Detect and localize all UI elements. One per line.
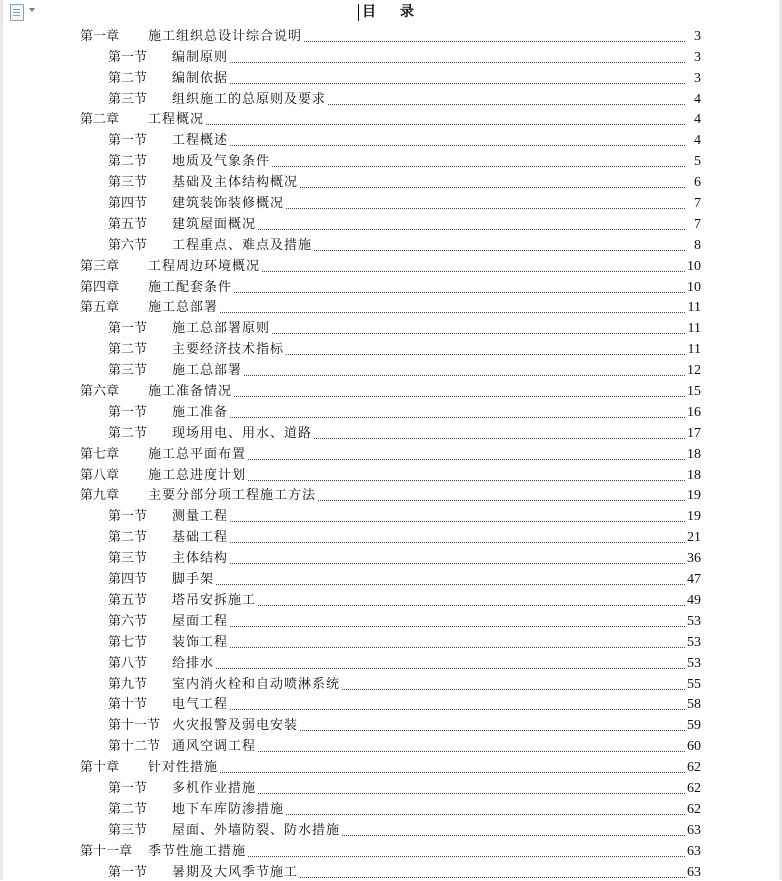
toc-entry-label — [108, 363, 242, 379]
toc-entry-text: 室内消火栓和自动喷淋系统 — [172, 676, 341, 692]
toc-entry-label — [80, 468, 246, 484]
toc-section-entry[interactable] — [80, 797, 701, 818]
toc-page-number: 4 — [694, 133, 701, 149]
toc-chapter-entry[interactable] — [80, 379, 701, 400]
toc-title: 目录 — [362, 4, 438, 20]
toc-entry-number: 第三节 — [108, 363, 148, 379]
toc-dot-leader — [258, 605, 685, 606]
toc-page-number: 10 — [687, 279, 701, 295]
toc-dot-leader — [300, 187, 685, 188]
toc-page-number: 53 — [687, 634, 701, 650]
toc-chapter-entry[interactable] — [80, 24, 701, 45]
toc-section-entry[interactable] — [80, 734, 701, 755]
toc-entry-text: 屋面工程 — [172, 613, 229, 629]
toc-entry-number: 第三节 — [108, 822, 148, 838]
toc-dot-leader — [286, 814, 685, 815]
toc-dot-leader — [286, 354, 685, 355]
toc-page-number: 11 — [687, 300, 701, 316]
toc-dot-leader — [300, 877, 685, 878]
toc-entry-label — [108, 593, 256, 609]
toc-entry-label — [80, 29, 302, 45]
toc-entry-label — [108, 509, 228, 525]
toc-entry-label — [108, 217, 256, 233]
toc-entry-number: 第五节 — [108, 216, 148, 232]
toc-entry-label — [108, 781, 256, 797]
toc-entry-number: 第四节 — [108, 196, 148, 212]
toc-page-number: 10 — [687, 258, 701, 274]
toc-entry-text: 工程概况 — [148, 112, 205, 128]
toc-section-entry[interactable] — [80, 609, 701, 630]
toc-page-number: 3 — [694, 49, 701, 65]
toc-dot-leader — [318, 500, 685, 501]
toc-section-entry[interactable] — [80, 630, 701, 651]
toc-entry-label — [108, 133, 228, 149]
toc-entry-label — [108, 635, 228, 651]
toc-page-number: 59 — [687, 718, 701, 734]
toc-entry-text: 给排水 — [172, 655, 215, 671]
toc-page-number: 62 — [687, 780, 701, 796]
toc-chapter-entry[interactable] — [80, 254, 701, 275]
toc-entry-text: 编制依据 — [172, 70, 229, 86]
toc-dot-leader — [234, 396, 685, 397]
toc-entry-text: 屋面、外墙防裂、防水措施 — [172, 822, 341, 838]
toc-entry-text: 季节性施工措施 — [148, 843, 247, 859]
toc-entry-label — [108, 196, 284, 212]
toc-section-entry[interactable] — [80, 316, 701, 337]
toc-entry-text: 装饰工程 — [172, 634, 229, 650]
toc-entry-text: 施工准备情况 — [148, 384, 233, 400]
toc-chapter-entry[interactable] — [80, 484, 701, 505]
toc-entry-label — [108, 697, 228, 713]
toc-entry-text: 测量工程 — [172, 509, 229, 525]
toc-page-number: 60 — [687, 739, 701, 755]
toc-page-number: 18 — [687, 446, 701, 462]
toc-entry-number: 第九节 — [108, 676, 148, 692]
toc-entry-label — [108, 718, 298, 734]
toc-entry-number: 第八节 — [108, 655, 148, 671]
toc-entry-label — [108, 551, 228, 567]
toc-page-number: 49 — [687, 592, 701, 608]
toc-section-entry[interactable] — [80, 400, 701, 421]
toc-entry-label — [108, 71, 228, 87]
toc-chapter-entry[interactable] — [80, 296, 701, 317]
toc-dot-leader — [230, 83, 685, 84]
toc-section-entry[interactable] — [80, 525, 701, 546]
toc-dot-leader — [342, 835, 685, 836]
toc-entry-text: 主体结构 — [172, 551, 229, 567]
toc-entry-label — [108, 238, 312, 254]
toc-entry-number: 第二节 — [108, 801, 148, 817]
toc-page-number: 16 — [687, 404, 701, 420]
toc-entry-text: 脚手架 — [172, 572, 215, 588]
toc-dot-leader — [314, 250, 685, 251]
toc-page-number: 21 — [687, 530, 701, 546]
toc-section-entry[interactable] — [80, 588, 701, 609]
toc-page-number: 53 — [687, 655, 701, 671]
toc-section-entry[interactable] — [80, 337, 701, 358]
toc-entry-text: 工程重点、难点及措施 — [172, 237, 313, 253]
toc-section-entry[interactable] — [80, 693, 701, 714]
toc-section-entry[interactable] — [80, 149, 701, 170]
toc-entry-text: 主要经济技术指标 — [172, 342, 285, 358]
toc-page-number: 8 — [694, 237, 701, 253]
toc-entry-label — [108, 426, 312, 442]
toc-entry-number: 第十节 — [108, 697, 148, 713]
toc-entry-label — [108, 865, 298, 881]
toc-section-entry[interactable] — [80, 651, 701, 672]
toc-entry-text: 主要分部分项工程施工方法 — [148, 488, 317, 504]
toc-dot-leader — [258, 793, 685, 794]
toc-entry-number: 第一节 — [108, 780, 148, 796]
toc-entry-number: 第二节 — [108, 70, 148, 86]
toc-entry-label — [80, 300, 218, 316]
toc-entry-label — [108, 530, 228, 546]
toc-entry-text: 通风空调工程 — [172, 739, 257, 755]
toc-entry-number: 第五节 — [108, 592, 148, 608]
toc-section-entry[interactable] — [80, 128, 701, 149]
toc-entry-text: 火灾报警及弱电安装 — [172, 718, 299, 734]
toc-dot-leader — [206, 124, 685, 125]
toc-page-number: 6 — [694, 175, 701, 191]
toc-dot-leader — [230, 62, 685, 63]
toc-entry-text: 基础工程 — [172, 530, 229, 546]
toc-dot-leader — [216, 668, 685, 669]
toc-entry-label — [108, 677, 340, 693]
toc-entry-label — [108, 802, 284, 818]
toc-entry-label — [108, 154, 270, 170]
toc-entry-label — [108, 656, 214, 672]
toc-page-number: 4 — [694, 112, 701, 128]
toc-dot-leader — [248, 856, 685, 857]
toc-page-number: 62 — [687, 801, 701, 817]
toc-entry-label — [108, 342, 284, 358]
toc-entry-number: 第三章 — [80, 258, 120, 274]
toc-section-entry[interactable] — [80, 233, 701, 254]
toc-dot-leader — [220, 772, 685, 773]
toc-page-number: 11 — [687, 321, 701, 337]
toc-entry-text: 施工配套条件 — [148, 279, 233, 295]
toc-chapter-entry[interactable] — [80, 755, 701, 776]
toc-dot-leader — [342, 689, 685, 690]
toc-entry-number: 第三节 — [108, 91, 148, 107]
toc-section-entry[interactable] — [80, 212, 701, 233]
toc-entry-label — [108, 739, 256, 755]
toc-entry-label — [80, 447, 246, 463]
toc-entry-number: 第八章 — [80, 467, 120, 483]
toc-page-number: 7 — [694, 196, 701, 212]
toc-page-number: 3 — [694, 28, 701, 44]
toc-page-number: 19 — [687, 509, 701, 525]
toc-entry-text: 基础及主体结构概况 — [172, 175, 299, 191]
toc-section-entry[interactable] — [80, 45, 701, 66]
toc-section-entry[interactable] — [80, 672, 701, 693]
toc-entry-label — [108, 92, 326, 108]
toc-entry-number: 第三节 — [108, 175, 148, 191]
toc-section-entry[interactable] — [80, 87, 701, 108]
toc-dot-leader — [230, 709, 685, 710]
toc-page-number: 18 — [687, 467, 701, 483]
toc-entry-number: 第六章 — [80, 384, 120, 400]
toc-dot-leader — [230, 626, 685, 627]
toc-page-number: 63 — [687, 843, 701, 859]
toc-chapter-entry[interactable] — [80, 839, 701, 860]
toc-entry-number: 第十一章 — [80, 843, 133, 859]
toc-entry-text: 施工总进度计划 — [148, 467, 247, 483]
toc-dot-leader — [230, 542, 685, 543]
toc-entry-label — [80, 280, 232, 296]
toc-entry-label — [80, 384, 232, 400]
toc-entry-number: 第一节 — [108, 321, 148, 337]
toc-entry-number: 第二节 — [108, 425, 148, 441]
toc-section-entry[interactable] — [80, 546, 701, 567]
toc-entry-label — [108, 50, 228, 66]
toc-dot-leader — [300, 730, 685, 731]
toc-entry-number: 第十二节 — [108, 739, 161, 755]
toc-chapter-entry[interactable] — [80, 275, 701, 296]
toc-section-entry[interactable] — [80, 66, 701, 87]
toc-page-number: 47 — [687, 572, 701, 588]
toc-page-number: 3 — [694, 70, 701, 86]
toc-entry-number: 第一节 — [108, 49, 148, 65]
toc-entry-number: 第九章 — [80, 488, 120, 504]
toc-entry-number: 第六节 — [108, 613, 148, 629]
toc-page-number: 53 — [687, 613, 701, 629]
toc-dot-leader — [314, 438, 685, 439]
toc-entry-text: 暑期及大风季节施工 — [172, 864, 299, 880]
toc-entry-label — [80, 112, 204, 128]
toc-chapter-entry[interactable] — [80, 463, 701, 484]
page-edge-left — [0, 0, 3, 880]
toc-entry-label — [80, 488, 316, 504]
toc-entry-number: 第二节 — [108, 154, 148, 170]
toc-dot-leader — [248, 480, 685, 481]
toc-entry-label — [108, 321, 270, 337]
toc-entry-number: 第四章 — [80, 279, 120, 295]
text-cursor — [358, 4, 359, 21]
toc-entry-text: 施工总部署原则 — [172, 321, 271, 337]
toc-page-number: 63 — [687, 864, 701, 880]
toc-chapter-entry[interactable] — [80, 108, 701, 129]
toc-entry-number: 第一节 — [108, 404, 148, 420]
toc-dot-leader — [230, 521, 685, 522]
toc-entry-text: 施工总平面布置 — [148, 446, 247, 462]
toc-page-number: 17 — [687, 425, 701, 441]
toc-entry-number: 第十一节 — [108, 718, 161, 734]
toc-dot-leader — [230, 417, 685, 418]
toc-dot-leader — [304, 41, 685, 42]
chevron-down-icon[interactable] — [29, 8, 35, 12]
toc-page-number: 36 — [687, 551, 701, 567]
toc-section-entry[interactable] — [80, 421, 701, 442]
toc-page-number: 19 — [687, 488, 701, 504]
toc-entry-text: 建筑装饰装修概况 — [172, 196, 285, 212]
document-icon[interactable] — [10, 4, 24, 21]
toc-entry-number: 第七章 — [80, 446, 120, 462]
toc-dot-leader — [248, 459, 685, 460]
toc-entry-text: 针对性措施 — [148, 760, 219, 776]
toc-entry-label — [80, 844, 246, 860]
toc-entry-number: 第六节 — [108, 237, 148, 253]
toc-section-entry[interactable] — [80, 818, 701, 839]
toc-page-number: 4 — [694, 91, 701, 107]
toc-entry-label — [80, 760, 218, 776]
toc-entry-text: 现场用电、用水、道路 — [172, 425, 313, 441]
toc-entry-text: 地下车库防渗措施 — [172, 801, 285, 817]
toc-dot-leader — [258, 751, 685, 752]
toc-entry-label — [108, 823, 340, 839]
toc-section-entry[interactable] — [80, 358, 701, 379]
toc-entry-text: 编制原则 — [172, 49, 229, 65]
toc-page-number: 55 — [687, 676, 701, 692]
toc-entry-text: 工程周边环境概况 — [148, 258, 261, 274]
toc-entry-text: 组织施工的总原则及要求 — [172, 91, 327, 107]
toc-entry-number: 第一节 — [108, 864, 148, 880]
toc-dot-leader — [262, 271, 685, 272]
toc-section-entry[interactable] — [80, 170, 701, 191]
toc-page-number: 12 — [687, 363, 701, 379]
toc-entry-label — [80, 259, 260, 275]
toc-entry-number: 第四节 — [108, 572, 148, 588]
toc-entry-label — [108, 572, 214, 588]
toc-entry-number: 第三节 — [108, 551, 148, 567]
toc-entry-text: 施工组织总设计综合说明 — [148, 28, 303, 44]
toc-dot-leader — [216, 584, 685, 585]
toc-dot-leader — [230, 563, 685, 564]
toc-entry-text: 建筑屋面概况 — [172, 216, 257, 232]
toc-dot-leader — [230, 145, 685, 146]
toc-entry-number: 第一节 — [108, 133, 148, 149]
toc-entry-number: 第五章 — [80, 300, 120, 316]
toc-list — [80, 24, 701, 881]
toc-entry-number: 第七节 — [108, 634, 148, 650]
toc-entry-number: 第二章 — [80, 112, 120, 128]
toc-dot-leader — [286, 208, 685, 209]
toc-page-number: 11 — [687, 342, 701, 358]
toc-chapter-entry[interactable] — [80, 442, 701, 463]
toc-entry-text: 施工准备 — [172, 404, 229, 420]
toc-entry-text: 塔吊安拆施工 — [172, 592, 257, 608]
toc-dot-leader — [234, 292, 685, 293]
toc-entry-text: 多机作业措施 — [172, 780, 257, 796]
toc-entry-number: 第一节 — [108, 509, 148, 525]
toc-dot-leader — [244, 375, 685, 376]
toc-entry-text: 施工总部署 — [172, 363, 243, 379]
toc-entry-number: 第二节 — [108, 342, 148, 358]
toc-entry-label — [108, 614, 228, 630]
toc-entry-number: 第十章 — [80, 760, 120, 776]
toc-section-entry[interactable] — [80, 713, 701, 734]
toc-section-entry[interactable] — [80, 191, 701, 212]
toc-page-number: 15 — [687, 384, 701, 400]
toc-page-number: 58 — [687, 697, 701, 713]
toc-entry-text: 施工总部署 — [148, 300, 219, 316]
toc-entry-label — [108, 175, 298, 191]
toc-section-entry[interactable] — [80, 567, 701, 588]
toc-entry-number: 第二节 — [108, 530, 148, 546]
toc-entry-text: 地质及气象条件 — [172, 154, 271, 170]
toc-entry-text: 工程概述 — [172, 133, 229, 149]
toc-dot-leader — [258, 229, 685, 230]
toc-section-entry[interactable] — [80, 504, 701, 525]
toc-dot-leader — [230, 647, 685, 648]
toc-dot-leader — [328, 104, 685, 105]
toc-page-number: 62 — [687, 760, 701, 776]
toc-entry-number: 第一章 — [80, 28, 120, 44]
toc-page-number: 5 — [694, 154, 701, 170]
toc-dot-leader — [272, 166, 685, 167]
toc-entry-label — [108, 405, 228, 421]
toc-dot-leader — [220, 312, 685, 313]
toc-page-number: 63 — [687, 822, 701, 838]
toc-section-entry[interactable] — [80, 776, 701, 797]
toc-entry-text: 电气工程 — [172, 697, 229, 713]
toc-dot-leader — [272, 333, 685, 334]
toc-page-number: 7 — [694, 216, 701, 232]
toc-section-entry[interactable] — [80, 860, 701, 881]
